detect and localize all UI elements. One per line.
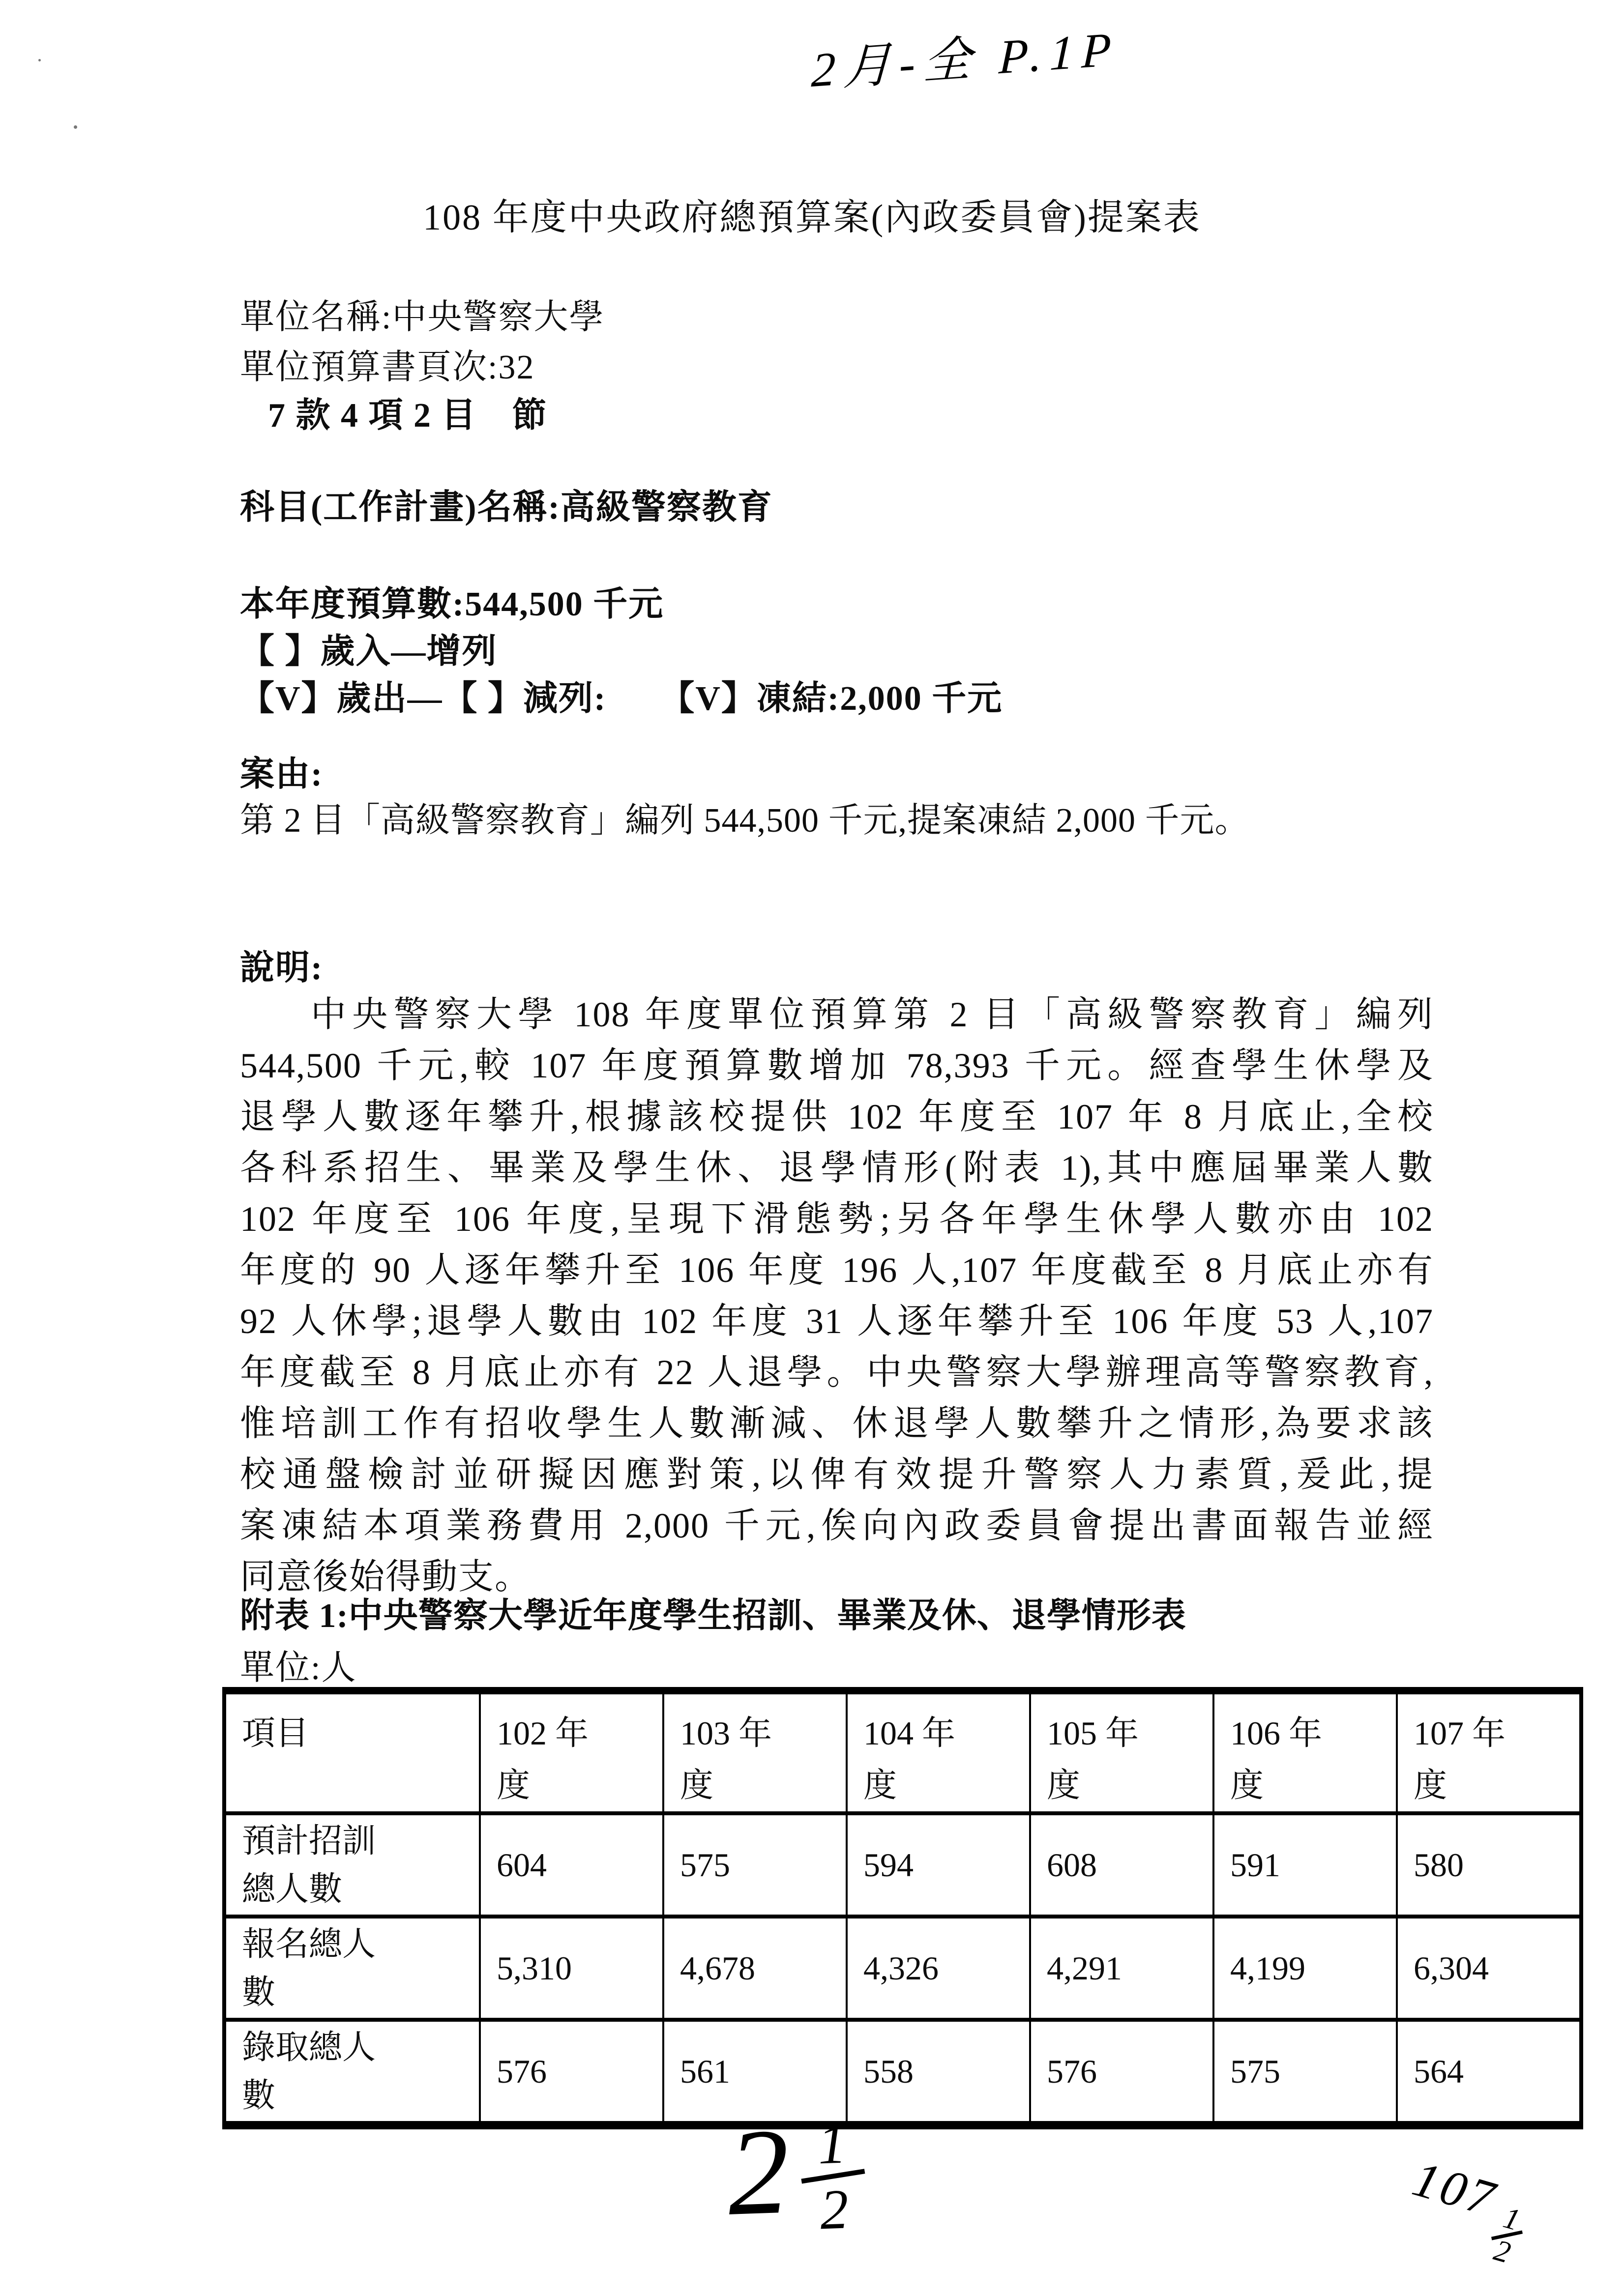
cell-value: 575 bbox=[663, 1813, 847, 1917]
unit-budget-page-line: 單位預算書頁次:32 bbox=[240, 349, 535, 386]
table-row-total-applicants bbox=[224, 1917, 1581, 2020]
paragraph-line: 同意後始得動支。 bbox=[240, 1557, 531, 1597]
explanation-paragraph bbox=[240, 989, 1434, 1602]
paragraph-line: 惟培訓工作有招收學生人數漸減、休退學人數攀升之情形,為要求該 bbox=[240, 1404, 1434, 1443]
attachment-title: 附表 1:中央警察大學近年度學生招訓、畢業及休、退學情形表 bbox=[240, 1597, 1186, 1635]
cell-value: 604 bbox=[480, 1813, 663, 1917]
bottom-right-number: 107 bbox=[1407, 2151, 1503, 2228]
header-line: 度 bbox=[863, 1767, 897, 1804]
revenue-checkbox-line: 【 】歲入—增列 bbox=[240, 633, 498, 670]
explanation-heading: 說明: bbox=[240, 949, 324, 987]
enrollment-table bbox=[222, 1687, 1583, 2129]
cell-value: 564 bbox=[1397, 2020, 1581, 2125]
paragraph-line: 102 年度至 106 年度,呈現下滑態勢;另各年學生休學人數亦由 102 bbox=[240, 1199, 1434, 1239]
unit-name-line: 單位名稱:中央警察大學 bbox=[240, 298, 605, 336]
case-heading: 案由: bbox=[240, 756, 324, 793]
paragraph-line: 年度的 90 人逐年攀升至 106 年度 196 人,107 年度截至 8 月底止亦有 bbox=[240, 1250, 1434, 1290]
cell-value: 575 bbox=[1213, 2020, 1397, 2125]
header-line: 項目 bbox=[242, 1715, 309, 1752]
table-header-row bbox=[224, 1691, 1581, 1814]
header-line: 度 bbox=[1047, 1767, 1081, 1804]
fraction-numerator: 1 bbox=[1500, 2201, 1524, 2238]
row-label-line: 報名總人 bbox=[242, 1925, 376, 1963]
header-line: 度 bbox=[1414, 1767, 1447, 1804]
paragraph-line: 校通盤檢討並研擬因應對策,以俾有效提升警察人力素質,爰此,提 bbox=[240, 1455, 1434, 1494]
header-line: 105 年 bbox=[1047, 1715, 1139, 1752]
scan-speck bbox=[74, 125, 77, 129]
page-title: 108 年度中央政府總預算案(內政委員會)提案表 bbox=[423, 198, 1201, 238]
subject-line: 科目(工作計畫)名稱:高級警察教育 bbox=[240, 489, 773, 526]
table-row-total-admitted bbox=[224, 2020, 1581, 2125]
page-number-fraction bbox=[799, 2112, 867, 2241]
table-header-year-106 bbox=[1213, 1691, 1397, 1814]
row-label bbox=[224, 1813, 480, 1917]
fraction-denominator: 2 bbox=[819, 2178, 850, 2241]
budget-amount-line: 本年度預算數:544,500 千元 bbox=[240, 585, 664, 623]
row-label-line: 數 bbox=[242, 2077, 276, 2114]
table-header-year-104 bbox=[847, 1691, 1030, 1814]
table-header-year-107 bbox=[1397, 1691, 1581, 1814]
table-row-expected-recruits bbox=[224, 1813, 1581, 1917]
paragraph-line: 各科系招生、畢業及學生休、退學情形(附表 1),其中應屆畢業人數 bbox=[240, 1148, 1434, 1188]
header-line: 102 年 bbox=[497, 1715, 589, 1752]
cell-value: 580 bbox=[1397, 1813, 1581, 1917]
expenditure-checkbox-line: 【V】歲出—【 】減列: 【V】凍結:2,000 千元 bbox=[240, 680, 1003, 718]
cell-value: 4,678 bbox=[663, 1917, 847, 2020]
cell-value: 576 bbox=[1030, 2020, 1213, 2125]
header-line: 104 年 bbox=[863, 1715, 956, 1752]
fraction-numerator: 1 bbox=[817, 2112, 848, 2176]
cell-value: 558 bbox=[847, 2020, 1030, 2125]
row-label-line: 總人數 bbox=[242, 1870, 343, 1908]
handwritten-page-number bbox=[725, 2103, 867, 2241]
row-label-line: 數 bbox=[242, 1974, 276, 2011]
row-label-line: 錄取總人 bbox=[242, 2029, 376, 2066]
paragraph-line: 年度截至 8 月底止亦有 22 人退學。中央警察大學辦理高等警察教育, bbox=[240, 1353, 1434, 1392]
cell-value: 5,310 bbox=[480, 1917, 663, 2020]
cell-value: 594 bbox=[847, 1813, 1030, 1917]
cell-value: 6,304 bbox=[1397, 1917, 1581, 2020]
cell-value: 591 bbox=[1213, 1813, 1397, 1917]
cell-value: 561 bbox=[663, 2020, 847, 2125]
page-number-whole: 2 bbox=[725, 2103, 792, 2241]
table-header-year-102 bbox=[480, 1691, 663, 1814]
cell-value: 4,326 bbox=[847, 1917, 1030, 2020]
handwritten-top-note: 2月-全 P.1P bbox=[810, 22, 1120, 98]
cell-value: 576 bbox=[480, 2020, 663, 2125]
header-line: 度 bbox=[497, 1767, 531, 1804]
budget-item-line: 7 款 4 項 2 目 節 bbox=[268, 397, 548, 435]
header-line: 107 年 bbox=[1414, 1715, 1506, 1752]
header-line: 106 年 bbox=[1230, 1715, 1323, 1752]
paragraph-line: 案凍結本項業務費用 2,000 千元,俟向內政委員會提出書面報告並經 bbox=[240, 1506, 1434, 1545]
paragraph-line: 92 人休學;退學人數由 102 年度 31 人逐年攀升至 106 年度 53 人,107 bbox=[240, 1302, 1434, 1341]
row-label bbox=[224, 1917, 480, 2020]
fraction-denominator: 2 bbox=[1490, 2233, 1514, 2270]
unit-note: 單位:人 bbox=[240, 1649, 357, 1687]
header-line: 度 bbox=[1230, 1767, 1264, 1804]
cell-value: 4,199 bbox=[1213, 1917, 1397, 2020]
row-label-line: 預計招訓 bbox=[242, 1822, 376, 1860]
cell-value: 608 bbox=[1030, 1813, 1213, 1917]
case-text: 第 2 目「高級警察教育」編列 544,500 千元,提案凍結 2,000 千元。 bbox=[240, 802, 1250, 840]
table-header-year-103 bbox=[663, 1691, 847, 1814]
paragraph-line: 544,500 千元,較 107 年度預算數增加 78,393 千元。經查學生休學及 bbox=[240, 1046, 1434, 1085]
header-line: 103 年 bbox=[680, 1715, 772, 1752]
table-header-item bbox=[224, 1691, 480, 1814]
header-line: 度 bbox=[680, 1767, 714, 1804]
scan-speck bbox=[38, 59, 41, 61]
paragraph-line: 中央警察大學 108 年度單位預算第 2 目「高級警察教育」編列 bbox=[311, 995, 1434, 1034]
table-header-year-105 bbox=[1030, 1691, 1213, 1814]
paragraph-line: 退學人數逐年攀升,根據該校提供 102 年度至 107 年 8 月底止,全校 bbox=[240, 1097, 1434, 1136]
cell-value: 4,291 bbox=[1030, 1917, 1213, 2020]
row-label bbox=[224, 2020, 480, 2125]
handwritten-bottom-right-mark bbox=[1398, 2151, 1537, 2270]
